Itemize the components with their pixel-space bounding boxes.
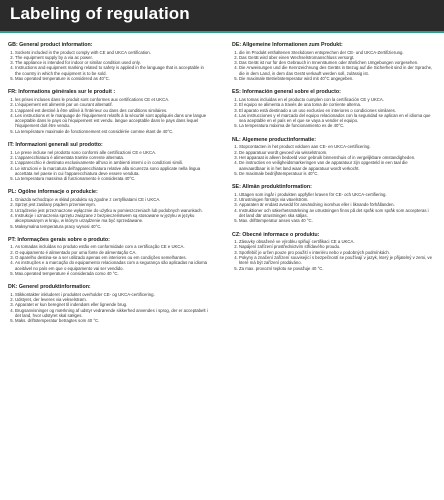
right-column <box>232 42 434 271</box>
section-title: PT: Informações gerais sobre o produto: <box>8 236 110 243</box>
info-section <box>232 42 434 81</box>
section-title: DK: Generel produktinformation: <box>8 284 91 291</box>
section-title: GB: General product information: <box>8 42 93 48</box>
list-item: 5. La temperatura massima di funzionamento è considerata 40°C. <box>15 176 210 181</box>
list-item: 5. Die maximale Betriebstemperatur wird mit 40°C angegeben. <box>239 76 434 81</box>
list-item: 5. Max. drifttemperatur anses vara 40 °C. <box>239 218 434 223</box>
list-item: 3. Spotřebič je určen pouze pro použití v interiéru nebo v podobných podmínkách. <box>239 250 434 255</box>
section-list <box>8 244 210 276</box>
list-item: 1. Gniazda wchodzące w skład produktu są zgodne z certyfikatami CE i UKCA. <box>15 197 210 202</box>
list-item: 5. Maksymalna temperatura pracy wynosi 40°C. <box>15 224 210 229</box>
list-item: 1. Zásuvky obsažené ve výrobku splňují certifikaci CE a UKCA. <box>239 239 434 244</box>
left-column <box>8 42 210 324</box>
list-item: 3. Das Gerät ist nur für den Gebrauch in Innenräumen oder ähnlichen Umgebungen vorgesehen. <box>239 60 434 65</box>
section-list <box>232 144 434 176</box>
info-section <box>232 232 434 271</box>
list-item: 4. Die Anweisungen und die Kennzeichnung des Geräts in Bezug auf die Sicherheit sind in der Sprache, die in dem Land, in dem das Gerät verkauft werden soll, zulässig ist. <box>239 65 434 76</box>
list-item: 3. Het apparaat is alleen bedoeld voor gebruik binnenshuis of in vergelijkbare omstandigheden. <box>239 155 434 160</box>
list-item: 5. De maximale bedrijfstemperatuur is 40°C. <box>239 171 434 176</box>
list-item: 5. Max.operated temperature é considerada como 40 °C. <box>15 271 210 276</box>
list-item: 2. L'apparecchiatura è alimentata tramite corrente alternata. <box>15 155 210 160</box>
list-item: 4. As instruções e a marcação do equipamento relacionadas com a segurança são aplicadas na idioma aceitável no país em que o equipamento vai ser vendido. <box>15 260 210 271</box>
section-list <box>232 97 434 129</box>
list-item: 1. Las tomas incluidas en el producto cumplen con la certificación CE y UKCA. <box>239 97 434 102</box>
section-list <box>8 197 210 229</box>
section-title: DE: Allgemeine Informationen zum Produkt: <box>232 42 343 48</box>
list-item: 3. El aparato está destinado a un uso exclusivo en interiores o condiciones similares. <box>239 108 434 113</box>
list-item: 5. Za max. provozní teplotu se považuje 40 °C. <box>239 266 434 271</box>
list-item: 4. Les instructions et le marquage de l'équipement relatifs à la sécurité sont appliqués dans une langue acceptable dans le pays où l'équipement est vendu. langue acceptable dans le pays dans lequel l'équipement doit être vendu. <box>15 113 210 129</box>
section-list <box>232 50 434 82</box>
section-title: FR: Informations générales sur le produit : <box>8 89 116 96</box>
list-item: 3. L'apparecchio è destinato esclusivamente all'uso in ambienti interni o in condizioni simili. <box>15 160 210 165</box>
list-item: 3. The appliance is intended for indoor or similar condition used only. <box>15 60 210 65</box>
section-list <box>232 239 434 271</box>
list-item: 1. Sockets included in the product comply with CE and UKCA certification. <box>15 50 210 55</box>
list-item: 2. Sprzęt jest zasilany prądem przemiennym. <box>15 202 210 207</box>
list-item: 5. Maks. driftstemperatur betragtes som 40 °C. <box>15 318 210 323</box>
header-accent-line <box>0 31 444 33</box>
section-title: IT: Informazioni generali sul prodotto: <box>8 142 103 149</box>
list-item: 2. L'équipement est alimenté par un courant alternatif. <box>15 102 210 107</box>
list-item: 3. Urządzenie jest przeznaczone wyłącznie do użytku w pomieszczeniach lub podobnych warunkach. <box>15 208 210 213</box>
list-item: 2. Udstyret, der leveres via vekselstrøm. <box>15 297 210 302</box>
list-item: 1. Uttagen som ingår i produkten uppfyller kraven för CE- och UKCA-certifiering. <box>239 192 434 197</box>
page-header <box>0 0 444 31</box>
info-section <box>8 89 210 134</box>
list-item: 1. As tomadas incluídas no produto estão em conformidade com a certificação CE e UKCA. <box>15 244 210 249</box>
list-item: 4. Instruktioner och säkerhetsmärkning av utrustningen finns på det språk som språk som accepteras i det land där utrustningen ska säljas. <box>239 208 434 219</box>
list-item: 2. De apparatuur wordt gevoed via wisselstroom. <box>239 150 434 155</box>
info-section <box>8 237 210 276</box>
list-item: 4. Le istruzioni e la marcatura dell'apparecchiatura relative alla sicurezza sono applicate nella lingua accettata nel paese in cui l'apparecchiatura deve essere venduta. <box>15 166 210 177</box>
list-item: 1. Stikkontakter inkluderet i produktet overholder CE- og UKCA-certificering. <box>15 292 210 297</box>
list-item: 4. De instructies en veiligheidsmarkeringen van de apparatuur zijn opgesteld in een taal die aanvaardbaar is in het land waar de apparatuur wordt verkocht. <box>239 160 434 171</box>
list-item: 4. Pokyny a značení zařízení související s bezpečností se používají v jazyk, který je přijatelný v zemi, ve které má být zařízení prodáváno. <box>239 255 434 266</box>
info-section <box>232 184 434 223</box>
list-item: 4. Instrukcje i oznaczenia sprzętu związane z bezpieczeństwem są stosowane w języku w języku akceptowanym w kraju, w którym urządzenie ma być sprzedawane. <box>15 213 210 224</box>
section-title: PL: Ogólne informacje o produkcie: <box>8 189 98 196</box>
list-item: 4. Brugsanvisninger og mærkning af udstyr vedrørende sikkerhed anvendes i sprog, der er acceptabelt i det land, hvor udstyret skal sælges. <box>15 308 210 319</box>
list-item: 2. The equipment supply by a via ac power. <box>15 55 210 60</box>
list-item: 5. La température maximale de fonctionnement est considérée comme étant de 40°C. <box>15 129 210 134</box>
section-list <box>232 192 434 224</box>
list-item: 3. Apparatet er kun beregnet til indendørs eller lignende brug. <box>15 302 210 307</box>
list-item: 1. die im Produkt enthaltenen Steckdosen entsprechen der CE- und UKCA-Zertifizierung. <box>239 50 434 55</box>
section-list <box>8 50 210 82</box>
section-list <box>8 150 210 182</box>
list-item: 1. Stopcontacten in het product voldoen aan CE- en UKCA-certificering. <box>239 144 434 149</box>
list-item: 3. Apparaten är endast avsedd för användning inomhus eller i liknande förhållanden. <box>239 202 434 207</box>
list-item: 1. les prises incluses dans le produit sont conformes aux certifications CE et UKCA. <box>15 97 210 102</box>
section-title: CZ: Obecné informace o produktu: <box>232 231 320 238</box>
section-title: ES: Información general sobre el producto: <box>232 89 341 96</box>
list-item: 2. O equipamento é alimentado por uma fonte de alimentação CA. <box>15 250 210 255</box>
list-item: 2. Das Gerät wird über einen Wechselstromanschluss versorgt. <box>239 55 434 60</box>
list-item: 3. L'appareil est destiné à être utilisé à l'intérieur ou dans des conditions similaires. <box>15 108 210 113</box>
section-list <box>8 292 210 324</box>
list-item: 5. Max operated temperature is considered as 40°C. <box>15 76 210 81</box>
list-item: 2. Napájení zařízení prostřednictvím střídavého proudu. <box>239 244 434 249</box>
info-section <box>8 284 210 323</box>
list-item: 4. Las instrucciones y el marcado del equipo relacionados con la seguridad se aplican en el idioma que sea aceptable en el país en el que se vaya a vender el equipo. <box>239 113 434 124</box>
list-item: 5. La temperatura máxima de funcionamiento es de 40°C. <box>239 123 434 128</box>
info-section <box>8 42 210 81</box>
info-section <box>8 142 210 181</box>
section-title: NL: Algemene productinformatie: <box>232 136 316 143</box>
page-title: Labeling of regulation <box>10 4 190 23</box>
info-section <box>232 137 434 176</box>
section-list <box>8 97 210 134</box>
list-item: 2. Utrustningen försörjs via växelström. <box>239 197 434 202</box>
section-title: SE: Allmän produktinformation: <box>232 184 312 191</box>
list-item: 3. O aparelho destina-se a ser utilizado apenas em interiores ou em condições semelhantes. <box>15 255 210 260</box>
list-item: 1. Le prese incluse nel prodotto sono conformi alle certificazioni CE e UKCA. <box>15 150 210 155</box>
info-section <box>8 189 210 228</box>
info-section <box>232 89 434 128</box>
list-item: 2. El equipo se alimenta a través de una toma de corriente alterna. <box>239 102 434 107</box>
list-item: 4. Instructions and equipment marking related to safety is applied in the language that is acceptable in the country in which the equipment is to be sold. <box>15 65 210 76</box>
